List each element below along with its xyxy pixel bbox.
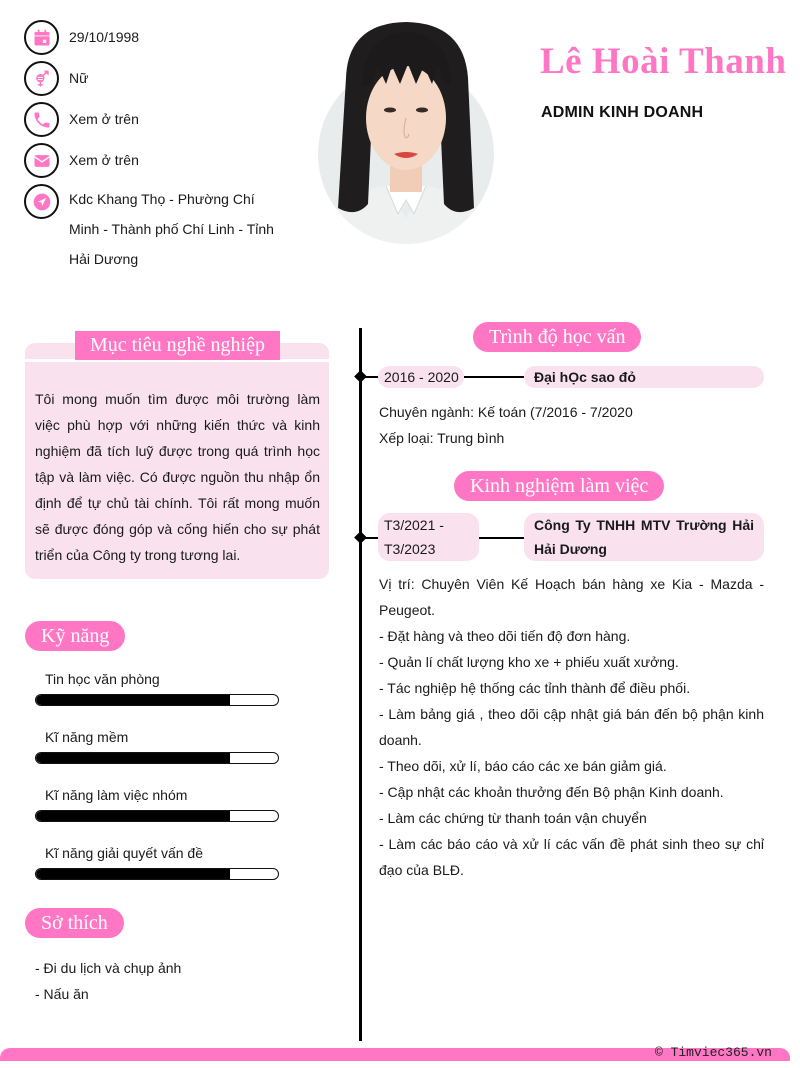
gender-icon — [24, 61, 59, 96]
company-line-1: Công Ty TNHH MTV Trường Hải — [534, 517, 754, 533]
education-period: 2016 - 2020 — [378, 366, 464, 388]
period-start: T3/2021 - — [384, 517, 444, 533]
skill-item — [35, 786, 279, 822]
email-text: Xem ở trên — [69, 152, 139, 168]
address-line-3: Hải Dương — [69, 251, 139, 267]
footer-copyright[interactable]: © Timviec365.vn — [654, 1045, 772, 1060]
skill-bar — [35, 752, 279, 764]
skill-bar — [35, 810, 279, 822]
skill-item — [35, 728, 279, 764]
contact-gender — [24, 61, 289, 96]
hobby-item: - Nấu ăn — [35, 986, 89, 1002]
period-end: T3/2023 — [384, 541, 436, 557]
experience-heading: Kinh nghiệm làm việc — [454, 471, 664, 501]
contact-phone — [24, 102, 289, 137]
phone-icon — [24, 102, 59, 137]
calendar-icon — [24, 20, 59, 55]
skill-bar — [35, 694, 279, 706]
address-text — [69, 184, 289, 274]
skill-fill — [36, 869, 230, 879]
address-line-2: Minh - Thành phố Chí Linh - Tỉnh — [69, 221, 274, 237]
skill-bar — [35, 868, 279, 880]
education-major: Chuyên ngành: Kế toán (7/2016 - 7/2020 — [379, 404, 633, 420]
birthdate-text: 29/10/1998 — [69, 29, 140, 45]
experience-details — [379, 571, 764, 883]
gender-text: Nữ — [69, 70, 89, 86]
contact-email — [24, 143, 289, 178]
skill-label: Kĩ năng làm việc nhóm — [45, 787, 188, 803]
address-line-1: Kdc Khang Thọ - Phường Chí — [69, 191, 255, 207]
hobbies-list — [35, 955, 181, 1007]
location-icon — [24, 184, 59, 219]
candidate-name: Lê Hoài Thanh — [540, 41, 787, 82]
skill-label: Kĩ năng mềm — [45, 729, 129, 745]
skill-item — [35, 844, 279, 880]
education-heading: Trình độ học vấn — [473, 322, 641, 352]
experience-company — [524, 513, 764, 561]
skill-item — [35, 670, 279, 706]
contact-address — [24, 184, 289, 274]
hobby-item: - Đi du lịch và chụp ảnh — [35, 960, 182, 976]
objective-heading: Mục tiêu nghề nghiệp — [75, 331, 280, 360]
company-line-2: Hải Dương — [534, 541, 607, 557]
skill-fill — [36, 811, 230, 821]
email-icon — [24, 143, 59, 178]
experience-connector — [479, 537, 524, 539]
experience-detail-item: - Làm bảng giá , theo dõi cập nhật giá bán đến bộ phận kinh doanh. — [379, 706, 764, 748]
avatar — [316, 18, 496, 244]
contact-birthdate — [24, 20, 289, 55]
skill-label: Tin học văn phòng — [45, 671, 160, 687]
skill-fill — [36, 753, 230, 763]
experience-detail-item: - Đặt hàng và theo dõi tiến độ đơn hàng. — [379, 628, 631, 644]
experience-detail-item: Vị trí: Chuyên Viên Kế Hoạch bán hàng xe Kia - Mazda - Peugeot. — [379, 576, 764, 618]
job-title: ADMIN KINH DOANH — [541, 104, 704, 121]
education-school: Đại hỌc sao đỏ — [524, 366, 764, 388]
timeline-line — [359, 328, 362, 1041]
experience-detail-item: - Theo dõi, xử lí, báo cáo các xe bán giảm giá. — [379, 758, 667, 774]
education-connector — [464, 376, 524, 378]
skill-fill — [36, 695, 230, 705]
experience-period — [378, 513, 479, 561]
phone-text: Xem ở trên — [69, 111, 139, 127]
experience-detail-item: - Làm các báo cáo và xử lí các vấn đề phát sinh theo sự chỉ đạo của BLĐ. — [379, 836, 764, 878]
experience-detail-item: - Quản lí chất lượng kho xe + phiếu xuất xưởng. — [379, 654, 679, 670]
objective-text: Tôi mong muốn tìm được môi trường làm việc phù hợp với những kiến thức và kinh nghiệm đã tích luỹ được trong quá trình học tập và làm việc. Có được nguồn thu nhập ổn định để tự chủ tài chính. Tôi rất mong muốn sẽ được đóng góp và cống hiến cho sự phát triển của Công ty trong tương lai. — [35, 391, 320, 563]
skills-heading: Kỹ năng — [25, 621, 125, 651]
education-details — [379, 399, 633, 451]
hobbies-heading: Sở thích — [25, 908, 124, 938]
experience-detail-item: - Tác nghiệp hệ thống các tỉnh thành để điều phối. — [379, 680, 691, 696]
education-rank: Xếp loại: Trung bình — [379, 430, 505, 446]
experience-detail-item: - Cập nhật các khoản thưởng đến Bộ phận Kinh doanh. — [379, 784, 724, 800]
experience-detail-item: - Làm các chứng từ thanh toán vận chuyển — [379, 810, 647, 826]
skill-label: Kĩ năng giải quyết vấn đề — [45, 845, 204, 861]
